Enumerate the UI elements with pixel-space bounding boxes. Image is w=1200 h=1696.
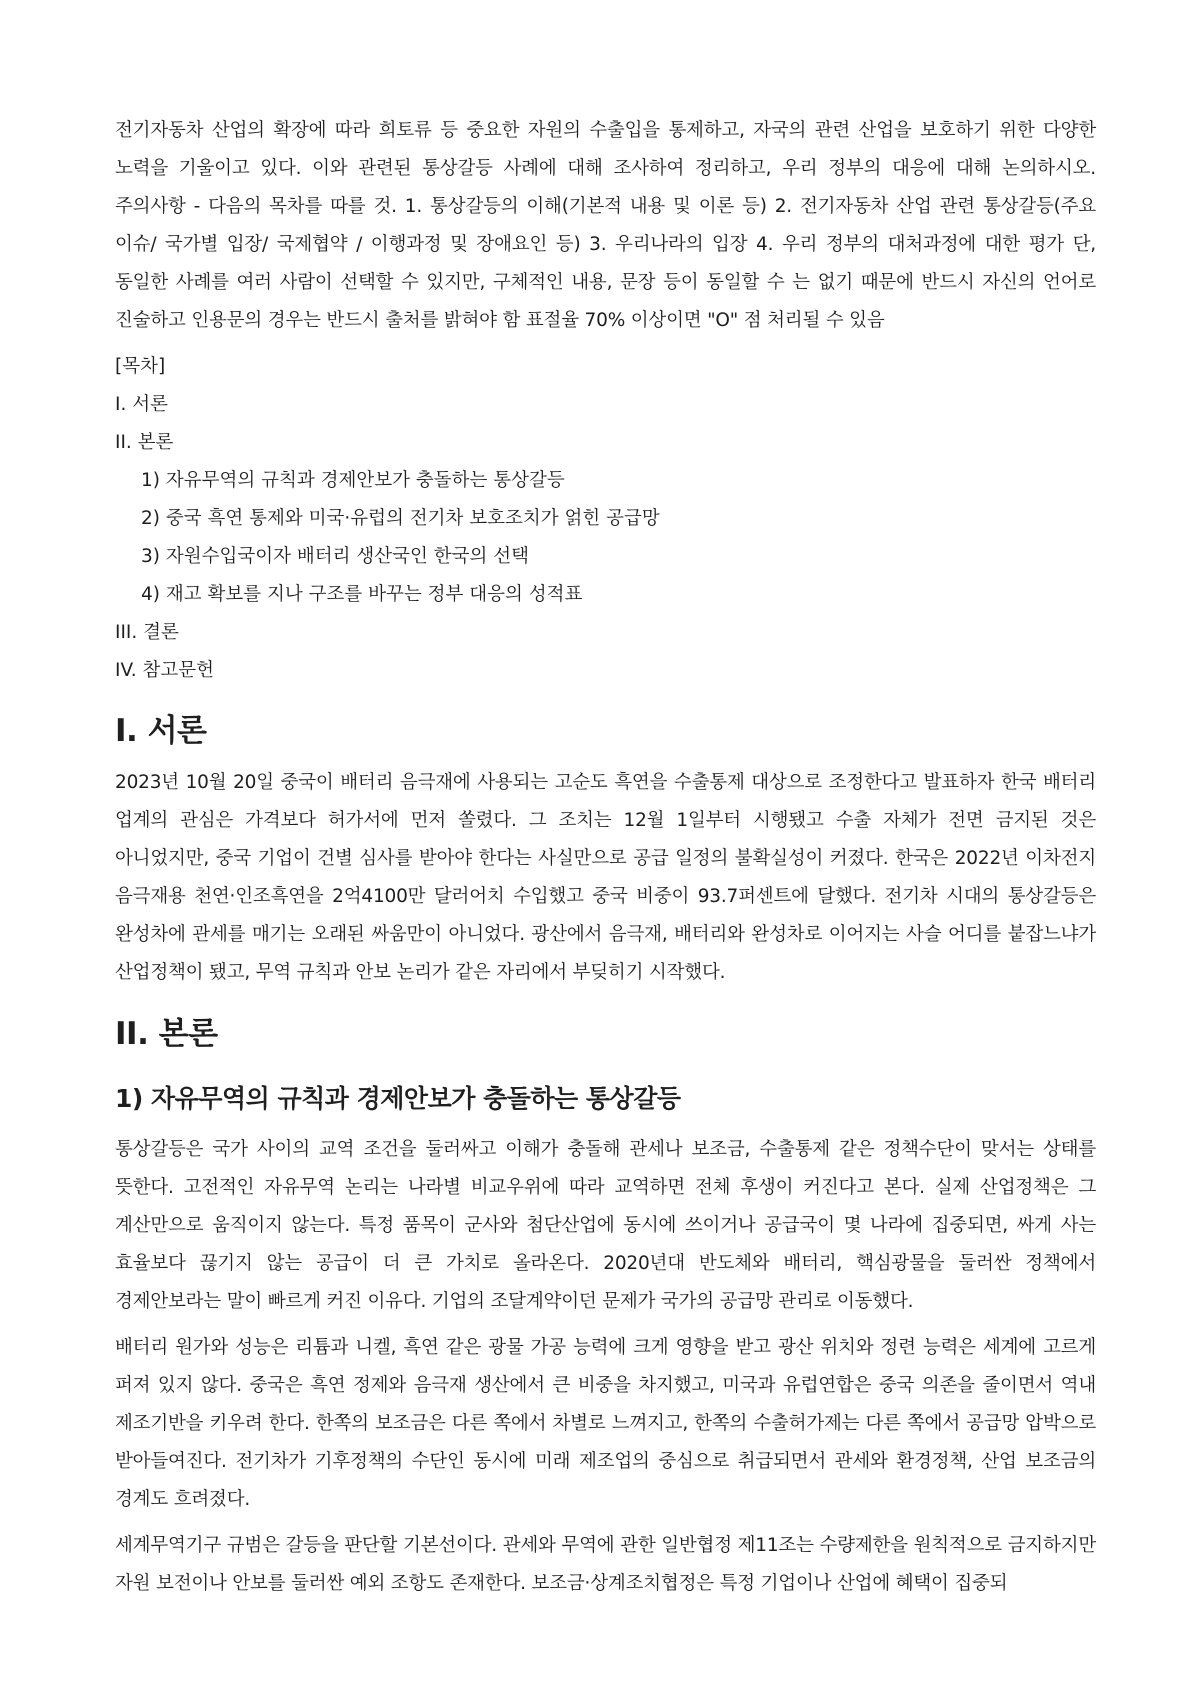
assignment-text: 전기자동차 산업의 확장에 따라 희토류 등 중요한 자원의 수출입을 통제하고, 자국의 관련 산업을 보호하기 위한 다양한 노력을 기울이고 있다. 이와 관련된 통상갈등 사례에 대해 조사하여 정리하고, 우리 정부의 대응에 대해 논의하시오. 주의사항 - 다음의 목차를 따를 것. 1. 통상갈등의 이해(기본적 내용 및 이론 등) 2. 전기자동차 산업 관련 통상갈등(주요 이슈/ 국가별 입장/ 국제협약 / 이행과정 및 장애요인 등) 3. 우리나라의 입장 4. 우리 정부의 대처과정에 대한 평가 단, 동일한 사례를 여러 사람이 선택할 수 있지만, 구체적인 내용, 문장 등이 동일할 수 는 없기 때문에 반드시 자신의 언어로 진술하고 인용문의 경우는 반드시 출처를 밝혀야 함 표절율 70% 이상이면 "O" 점 처리될 수 있음 (115, 120, 1096, 331)
section1-paragraph-1: 통상갈등은 국가 사이의 교역 조건을 둘러싸고 이해가 충돌해 관세나 보조금, 수출통제 같은 정책수단이 맞서는 상태를 뜻한다. 고전적인 자유무역 논리는 나라별 비교우위에 따라 교역하면 전체 후생이 커진다고 본다. 실제 산업정책은 그 계산만으로 움직이지 않는다. 특정 품목이 군사와 첨단산업에 동시에 쓰이거나 공급국이 몇 나라에 집중되면, 싸게 사는 효율보다 끊기지 않는 공급이 더 큰 가치로 올라온다. 2020년대 반도체와 배터리, 핵심광물을 둘러싼 정책에서 경제안보라는 말이 빠르게 커진 이유다. 기업의 조달계약이던 문제가 국가의 공급망 관리로 이동했다. (115, 1139, 1096, 1312)
toc-item: 1) 자유무역의 규칙과 경제안보가 충돌하는 통상갈등 (141, 470, 565, 491)
intro-paragraph: 2023년 10월 20일 중국이 배터리 음극재에 사용되는 고순도 흑연을 수출통제 대상으로 조정한다고 발표하자 한국 배터리 업계의 관심은 가격보다 허가서에 먼저 쏠렸다. 그 조치는 12월 1일부터 시행됐고 수출 자체가 전면 금지된 것은 아니었지만, 중국 기업이 건별 심사를 받아야 한다는 사실만으로 공급 일정의 불확실성이 커졌다. 한국은 2022년 이차전지 음극재용 천연·인조흑연을 2억4100만 달러어치 수입했고 중국 비중이 93.7퍼센트에 달했다. 전기차 시대의 통상갈등은 완성차에 관세를 매기는 오래된 싸움만이 아니었다. 광산에서 음극재, 배터리와 완성차로 이어지는 사슬 어디를 붙잡느냐가 산업정책이 됐고, 무역 규칙과 안보 논리가 같은 자리에서 부딪히기 시작했다. (115, 772, 1096, 983)
section1-heading: 1) 자유무역의 규칙과 경제안보가 충돌하는 통상갈등 (115, 1084, 681, 1113)
toc-title: [목차] (115, 356, 166, 377)
intro-heading: I. 서론 (115, 713, 207, 749)
toc-item: 2) 중국 흑연 통제와 미국·유럽의 전기차 보호조치가 얽힌 공급망 (141, 508, 660, 529)
section1-paragraph-2: 배터리 원가와 성능은 리튬과 니켈, 흑연 같은 광물 가공 능력에 크게 영향을 받고 광산 위치와 정련 능력은 세계에 고르게 퍼져 있지 않다. 중국은 흑연 정제와 음극재 생산에서 큰 비중을 차지했고, 미국과 유럽연합은 중국 의존을 줄이면서 역내 제조기반을 키우려 한다. 한쪽의 보조금은 다른 쪽에서 차별로 느껴지고, 한쪽의 수출허가제는 다른 쪽에서 공급망 압박으로 받아들여진다. 전기차가 기후정책의 수단인 동시에 미래 제조업의 중심으로 취급되면서 관세와 환경정책, 산업 보조금의 경계도 흐려졌다. (115, 1337, 1096, 1510)
table-of-contents (115, 348, 1096, 690)
toc-item: I. 서론 (115, 394, 168, 415)
body-heading: II. 본론 (115, 1016, 218, 1052)
toc-item: IV. 참고문헌 (115, 660, 214, 681)
toc-item: II. 본론 (115, 432, 174, 453)
section1-paragraph-3: 세계무역기구 규범은 갈등을 판단할 기본선이다. 관세와 무역에 관한 일반협정 제11조는 수량제한을 원칙적으로 금지하지만 자원 보전이나 안보를 둘러싼 예외 조항도 존재한다. 보조금·상계조치협정은 특정 기업이나 산업에 혜택이 집중되 (115, 1535, 1096, 1594)
toc-item: III. 결론 (115, 622, 179, 643)
toc-item: 4) 재고 확보를 지나 구조를 바꾸는 정부 대응의 성적표 (141, 584, 583, 605)
toc-item: 3) 자원수입국이자 배터리 생산국인 한국의 선택 (141, 546, 529, 567)
